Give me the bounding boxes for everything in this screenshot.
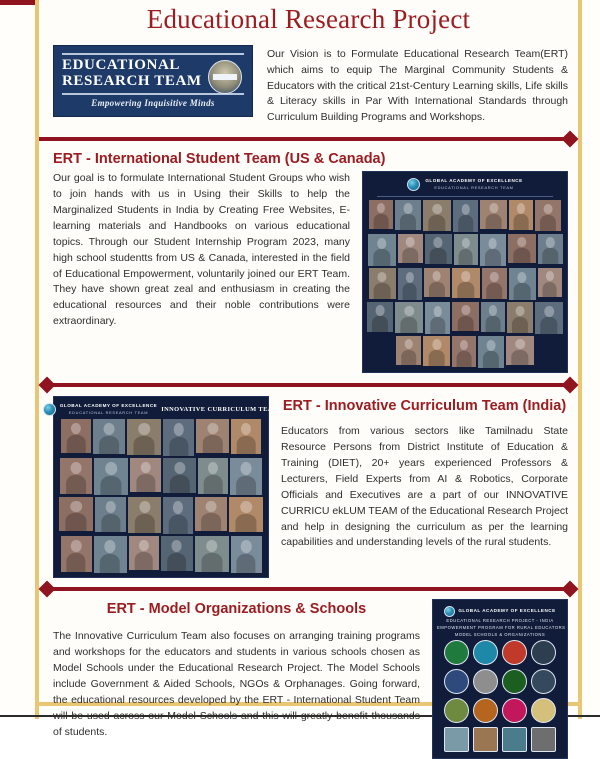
model-organizations-collage [432, 599, 568, 759]
divider-diamond-left [39, 376, 56, 393]
organization-logo-icon [473, 727, 498, 752]
collage-2-sub-name: EDUCATIONAL RESEARCH TEAM [68, 410, 149, 416]
collage-photo [425, 302, 450, 334]
collage-photo [454, 234, 478, 265]
organization-logo-icon [531, 669, 556, 694]
globe-icon [407, 178, 420, 191]
organization-logo-icon [502, 698, 527, 723]
collage-2-banner: INNOVATIVE CURRICULUM TEAM [161, 405, 280, 413]
collage-3-head-line-1: EDUCATIONAL RESEARCH PROJECT - INDIA [446, 617, 554, 623]
vision-text: Our Vision is to Formulate Educational Research Team(ERT) which aims to equip The Marginal Community Students & Educators with the critical 21st-Century Learning skills, Life skills & Literacy skills in Par With International Standards through Curriculum Building Programs and Workshops. [267, 48, 568, 124]
collage-photo [230, 458, 262, 495]
collage-photo [59, 497, 93, 531]
logo-rule-bottom [62, 93, 244, 95]
collage-1-header [367, 176, 563, 194]
organization-logo-icon [473, 698, 498, 723]
collage-photo [195, 536, 229, 572]
section-2-row [39, 396, 578, 578]
ert-logo-banner [53, 45, 253, 117]
collage-photo [538, 268, 562, 297]
collage-photo [196, 419, 229, 453]
collage-photo [482, 268, 507, 299]
collage-photo [398, 234, 423, 263]
divider-diamond-right [562, 130, 579, 147]
collage-2-photo-grid [58, 419, 264, 573]
collage-photo [367, 302, 393, 332]
collage-photo [198, 458, 228, 494]
collage-photo [93, 419, 125, 454]
collage-photo [60, 458, 92, 494]
divider-diamond-right [562, 580, 579, 597]
divider-diamond-right [562, 376, 579, 393]
globe-icon [43, 403, 56, 416]
section-1-body: Our goal is to formulate International Student Groups who wish to join hands with us in Using their Skills to help the Marginalized Students in India by Creating Free Websites, E-learning materials and Handbooks on various educational topics. Through our Student Internship Program 2023, many high school studentts from US & Canada, interested in the field of Educational Empowerment, voluntarily joined our ERT Team. They have shown great zeal and enthusiasm in creating the educational resources and their noble contributions were extraordinary. [53, 171, 350, 328]
divider-diamond-left [39, 580, 56, 597]
collage-photo [425, 234, 452, 264]
divider-bar [47, 383, 570, 387]
collage-3-logo-grid [437, 638, 563, 754]
collage-3-head-line-3: MODEL SCHOOLS & ORGANIZATIONS [454, 632, 546, 638]
international-student-team-collage [362, 171, 568, 373]
organization-logo-icon [531, 698, 556, 723]
collage-photo [229, 497, 263, 532]
collage-photo [130, 458, 161, 492]
collage-photo [129, 536, 159, 570]
collage-photo [395, 200, 421, 230]
collage-photo [161, 536, 193, 571]
right-gold-border [578, 0, 582, 719]
collage-photo [163, 458, 196, 493]
organization-logo-icon [502, 727, 527, 752]
page-title: Educational Research Project [146, 4, 471, 34]
collage-photo [506, 336, 534, 365]
collage-photo [163, 419, 194, 456]
collage-photo [452, 302, 479, 331]
collage-2-org-name: GLOBAL ACADEMY OF EXCELLENCE [59, 403, 158, 409]
collage-3-org-name: GLOBAL ACADEMY OF EXCELLENCE [458, 607, 556, 613]
collage-photo [535, 302, 563, 334]
poster-content [39, 0, 578, 738]
collage-photo [94, 536, 127, 573]
collage-photo [508, 234, 536, 263]
logo-rule-top [62, 53, 244, 55]
collage-photo [509, 200, 533, 230]
collage-photo [368, 234, 396, 266]
collage-photo [195, 497, 227, 531]
collage-photo [423, 200, 451, 231]
collage-photo [231, 536, 262, 573]
section-3-heading: ERT - Model Organizations & Schools [106, 600, 367, 617]
collage-photo [452, 268, 480, 298]
globe-icon [444, 606, 455, 617]
collage-photo [369, 268, 396, 299]
logo-line-2: RESEARCH TEAM [62, 72, 202, 89]
collage-photo [453, 200, 478, 232]
collage-photo [231, 419, 261, 454]
collage-photo [535, 200, 561, 231]
collage-1-org-name: GLOBAL ACADEMY OF EXCELLENCE [425, 178, 523, 184]
organization-logo-icon [502, 640, 527, 665]
collage-photo [369, 200, 393, 229]
section-1-heading: ERT - International Student Team (US & Canada) [53, 150, 386, 167]
section-2-heading: ERT - Innovative Curriculum Team (India) [282, 397, 567, 414]
logo-tagline: Empowering Inquisitive Minds [91, 97, 215, 108]
open-book-emblem-icon [208, 60, 242, 94]
collage-photo [538, 234, 563, 264]
collage-photo [481, 302, 505, 332]
section-divider-3 [39, 582, 578, 596]
organization-logo-icon [473, 669, 498, 694]
collage-photo [95, 497, 126, 532]
collage-2-header [58, 401, 280, 419]
collage-photo [480, 234, 506, 266]
collage-1-underline [377, 196, 553, 197]
organization-logo-icon [444, 698, 469, 723]
section-3-row [39, 599, 578, 759]
collage-1-photo-grid [367, 200, 563, 368]
collage-photo [127, 419, 161, 455]
collage-photo [94, 458, 128, 495]
section-2-body: Educators from various sectors like Tamilnadu State Resource Persons from District Institute of Education & Training (DIET), 20+ years experienced Professors & Lecturers, Field Experts from AI & Robotics, Corporate Officials and Executives are a part of our INNOVATIVE CURRICU ekLUM TEAM of the Educational Research Project and help in designing the curriculum as per the learning capabilities and understanding levels of the rural students. [281, 424, 568, 549]
collage-photo [61, 536, 92, 572]
collage-photo [452, 336, 476, 367]
collage-1-sub-name: EDUCATIONAL RESEARCH TEAM [434, 185, 514, 191]
collage-photo [423, 336, 450, 366]
divider-bar [47, 587, 570, 591]
organization-logo-icon [444, 640, 469, 665]
collage-photo [61, 419, 91, 453]
organization-logo-icon [444, 727, 469, 752]
section-divider-1 [39, 132, 578, 146]
logo-line-1: EDUCATIONAL [62, 57, 181, 74]
collage-photo [478, 336, 504, 368]
organization-logo-icon [502, 669, 527, 694]
organization-logo-icon [531, 727, 556, 752]
divider-bar [39, 137, 570, 141]
collage-photo [509, 268, 536, 300]
collage-photo [398, 268, 422, 300]
collage-3-head-line-2: EMPOWERMENT PROGRAM FOR RURAL EDUCATORS [437, 624, 566, 630]
section-1-row [39, 171, 578, 373]
vision-row [39, 35, 578, 126]
organization-logo-icon [444, 669, 469, 694]
collage-photo [395, 302, 423, 333]
section-divider-2 [39, 378, 578, 392]
collage-photo [163, 497, 193, 534]
collage-photo [480, 200, 507, 229]
organization-logo-icon [531, 640, 556, 665]
innovative-curriculum-team-collage [53, 396, 280, 578]
collage-photo [396, 336, 421, 365]
section-3-body: The Innovative Curriculum Team also focuses on arranging training programs and workshops for the educators and students in various schools chosen as Model Schools under the Educational Research Project. The Model Schools include Government & Aided Schools, NGOs & Orphanages. Going forward, the educational resources developed by the ERT - International Student Team will be used across our Model Schools and this will greatly benefit thousands of students. [53, 629, 420, 738]
collage-photo [424, 268, 450, 297]
organization-logo-icon [473, 640, 498, 665]
collage-photo [128, 497, 161, 533]
collage-photo [507, 302, 533, 333]
